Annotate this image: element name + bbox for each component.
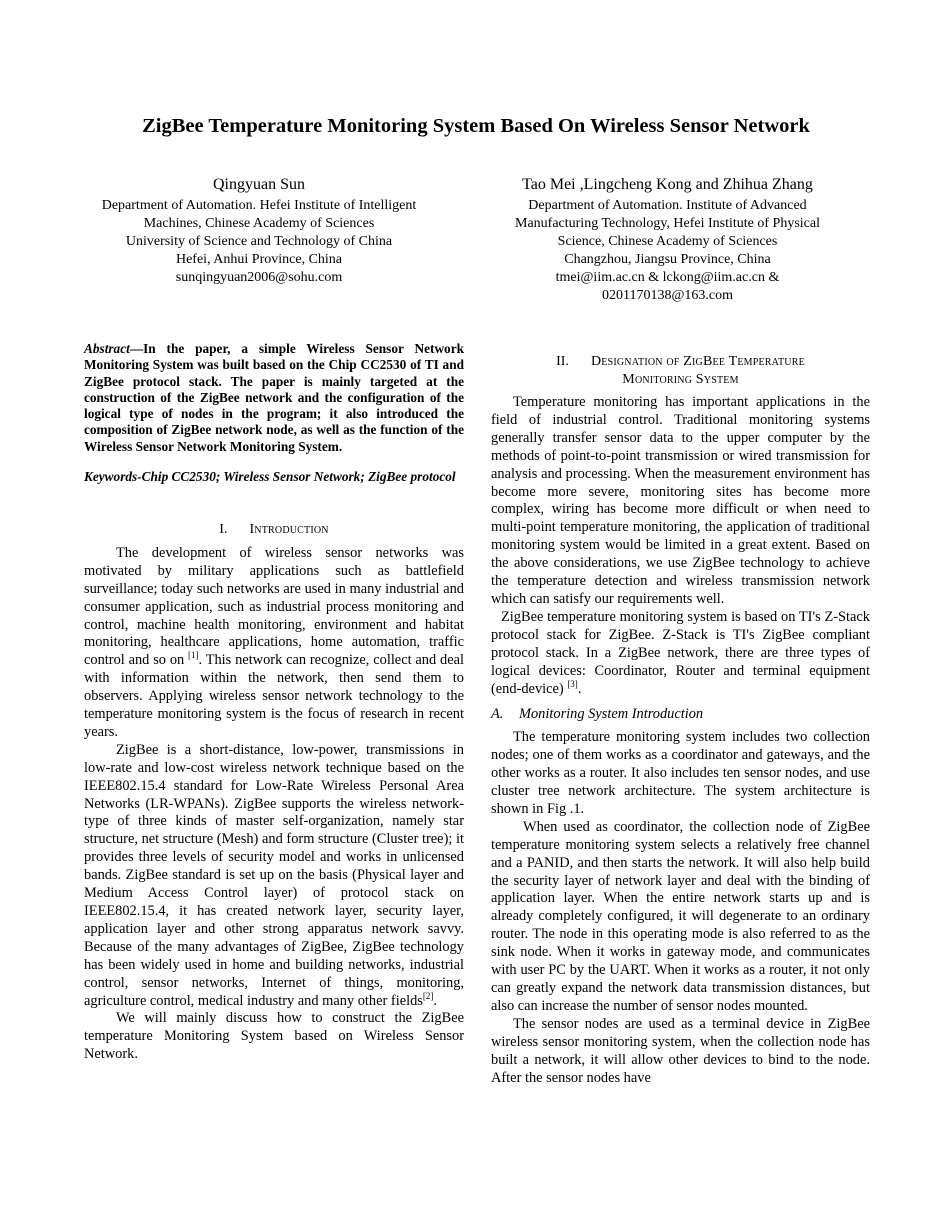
section-number: II. bbox=[556, 354, 569, 369]
author-email: sunqingyuan2006@sohu.com bbox=[175, 270, 343, 285]
section-heading-designation bbox=[491, 353, 870, 388]
section-number: I. bbox=[219, 522, 228, 538]
section-title: Designation of ZigBee Temperature bbox=[590, 354, 805, 369]
paragraph: The sensor nodes are used as a terminal device in ZigBee wireless sensor monitoring system, when the collection node has built a network, it will allow other devices to bind to the node. After the sensor nodes have bbox=[491, 1015, 870, 1086]
affiliation-line: Manufacturing Technology, Hefei Institute of Physical bbox=[515, 216, 820, 231]
affiliation-line: Department of Automation. Institute of Advanced bbox=[528, 198, 807, 213]
paragraph: The development of wireless sensor networks was motivated by military applications such as battlefield surveillance; today such networks are used in many industrial and consumer application, such as industrial process monitoring and control, machine health monitoring, environment and habitat monitoring, healthcare applications, home automation, traffic control and so on [1]. This network can recognize, collect and deal with information within the network, then send them to observers. Applying wireless sensor network technology to the temperature monitoring system is the focus of research in recent years. bbox=[84, 544, 464, 740]
author-name: Qingyuan Sun bbox=[213, 176, 305, 193]
author-email: 0201170138@163.com bbox=[602, 288, 733, 303]
affiliation-line: Department of Automation. Hefei Institute of Intelligent bbox=[101, 198, 417, 213]
paragraph: Temperature monitoring has important applications in the field of industrial control. Traditional monitoring systems generally transfer sensor data to the upper computer by the methods of point-to-point transmission or wired transmission for analysis and processing. When the measurement environment has become more severe, monitoring sites has become more complex, wiring has become more difficult or when need to multi-point temperature monitoring, the application of traditional monitoring system would be limited in a great extent. Based on the above considerations, we use ZigBee technology to achieve the temperature detection and wireless transmission network which can satisfy our requirements well. bbox=[491, 394, 870, 607]
author-name: Tao Mei ,Lingcheng Kong and Zhihua Zhang bbox=[522, 176, 813, 193]
abstract-lead: Abstract bbox=[84, 341, 130, 356]
paragraph: ZigBee is a short-distance, low-power, transmissions in low-rate and low-cost wireless network technique based on the IEEE802.15.4 standard for Low-Rate Wireless Personal Area Networks (LR-WPANs). ZigBee supports the wireless network-type of three kinds of master self-organization, namely star structure, net structure (Mesh) and form structure (Cluster tree); it provides three levels of security model and works in unlicensed bands. ZigBee standard is set up on the basis (Physical layer and Medium Access Control layer) of protocol stack on IEEE802.15.4, it has created network layer, security layer, application layer and other strong apparatus network savvy. Because of the many advantages of ZigBee, ZigBee technology has been widely used in home and building networks, industrial control, sensor networks, Internet of things, monitoring, agriculture control, medical industry and many other fields[2]. bbox=[84, 741, 464, 1009]
affiliation-line: Changzhou, Jiangsu Province, China bbox=[564, 252, 771, 267]
paragraph: We will mainly discuss how to construct the ZigBee temperature Monitoring System based on Wireless Sensor Network. bbox=[84, 1010, 464, 1063]
paragraph: ZigBee temperature monitoring system is based on TI's Z-Stack protocol stack for ZigBee. Z-Stack is TI's ZigBee compliant protocol stack. In a ZigBee network, there are three types of logical devices: Coordinator, Router and terminal equipment (end-device) [3]. bbox=[491, 608, 870, 697]
paragraph: When used as coordinator, the collection node of ZigBee temperature monitoring system selects a relatively free channel and a PANID, and then starts the network. It will also help build the security layer of network layer and deal with the binding of application layer. When the entire network starts up and is already completely configured, it will degenerate to an ordinary router. The node in this operating mode is also referred to as the sink node. When it works in gateway mode, and communicates with user PC by the UART. When it works as a router, it not only can greatly expand the network data transmission distances, but also can increase the number of sensor nodes mounted. bbox=[491, 818, 870, 1014]
abstract-text: —In the paper, a simple Wireless Sensor Network Monitoring System was built based on the Chip CC2530 of TI and ZigBee protocol stack. The paper is mainly targeted at the construction of the ZigBee network and the configuration of the logical type of nodes in the program; it also introduced the composition of ZigBee network node, as well as the function of the Wireless Sensor Network Monitoring System. bbox=[84, 341, 464, 454]
affiliation-line: Machines, Chinese Academy of Sciences bbox=[143, 216, 375, 231]
author-block-right bbox=[490, 175, 845, 305]
right-column bbox=[491, 353, 870, 1087]
affiliation-line: Science, Chinese Academy of Sciences bbox=[557, 234, 778, 249]
citation: [3] bbox=[567, 678, 578, 689]
keywords: Keywords-Chip CC2530; Wireless Sensor Network; ZigBee protocol bbox=[84, 469, 456, 485]
affiliation-line: Hefei, Anhui Province, China bbox=[175, 252, 343, 267]
abstract bbox=[84, 341, 464, 455]
paper-title: ZigBee Temperature Monitoring System Based On Wireless Sensor Network bbox=[142, 115, 810, 137]
left-column bbox=[84, 341, 464, 1064]
subsection-title: Monitoring System Introduction bbox=[519, 706, 704, 723]
paragraph: The temperature monitoring system includes two collection nodes; one of them works as a coordinator and gateways, and the other works as a router. It also includes ten sensor nodes, and use cluster tree network architecture. The system architecture is shown in Fig .1. bbox=[491, 729, 870, 817]
section-title: Introduction bbox=[249, 522, 329, 538]
citation: [1] bbox=[188, 650, 199, 661]
affiliation-line: University of Science and Technology of China bbox=[125, 234, 393, 249]
subsection-label: A. bbox=[491, 706, 504, 723]
section-title-line2: Monitoring System bbox=[622, 371, 739, 387]
citation: [2] bbox=[422, 990, 434, 1001]
subsection-heading bbox=[491, 706, 870, 724]
section-heading-introduction bbox=[84, 521, 464, 539]
author-email: tmei@iim.ac.cn & lckong@iim.ac.cn & bbox=[555, 270, 780, 285]
author-block-left bbox=[84, 175, 434, 287]
